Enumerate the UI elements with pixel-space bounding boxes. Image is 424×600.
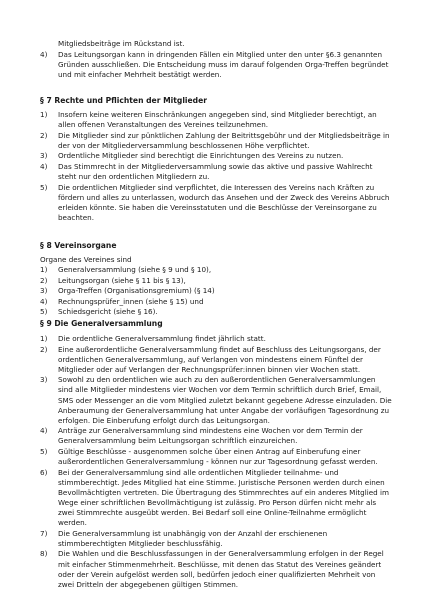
- item-text: Bei der Generalversammlung sind alle ordentlichen Mitglieder teilnahme- und stimmberechtigt. Jedes Mitglied hat eine Stimme. Juristische Personen werden durch einen Bevollmächtigten vertreten. Die Übertragung des Stimmrechtes auf ein anderes Mitglied im Wege einer schriftlichen Bevollmächtigung ist zulässig. Pro Person dürfen nicht mehr als zwei Stimmrechte ausgeübt werden. Bei Bedarf soll eine Online-Teilnahme ermöglicht werden.: [58, 467, 389, 528]
- item-number: 3): [40, 375, 48, 385]
- item-text: Schiedsgericht (siehe § 16).: [58, 307, 158, 317]
- section-7-list: [40, 110, 392, 224]
- item-number: 4): [40, 296, 48, 306]
- list-item: [40, 265, 392, 275]
- item-text: Insofern keine weiteren Einschränkungen angegeben sind, sind Mitglieder berechtigt, an allen offenen Veranstaltungen des Vereines teilzunehmen.: [58, 110, 377, 130]
- list-item: [40, 345, 392, 375]
- item-number: 5): [40, 447, 48, 457]
- section-9-list: [40, 334, 392, 590]
- item-number: 5): [40, 307, 48, 317]
- item-number: 1): [40, 265, 48, 274]
- list-item: [40, 297, 392, 307]
- section-8-list: [40, 265, 392, 318]
- item-number: 3): [40, 151, 48, 161]
- item-text: Anträge zur Generalversammlung sind mindestens eine Wochen vor dem Termin der Generalversammlung beim Leitungsorgan schriftlich einzureichen.: [58, 426, 363, 446]
- item-number: 8): [40, 549, 48, 559]
- item-text: Die ordentlichen Mitglieder sind verpflichtet, die Interessen des Vereins nach Kräften zu fördern und alles zu unterlassen, wodurch das Ansehen und der Zweck des Vereins Abbruch erleiden könnte. Sie haben die Vereinsstatuten und die Beschlüsse der Vereinsorgane zu beachten.: [58, 182, 390, 222]
- item-number: 2): [40, 130, 48, 140]
- list-item: [40, 162, 392, 182]
- item-number: 2): [40, 275, 48, 285]
- item-number: 1): [40, 334, 48, 343]
- list-item: [40, 426, 392, 446]
- item-text: Gültige Beschlüsse - ausgenommen solche über einen Antrag auf Einberufung einer außerordentlichen Generalversammlung - können nur zur Tagesordnung gefasst werden.: [58, 447, 378, 467]
- item-number: 2): [40, 344, 48, 354]
- item-text: Ordentliche Mitglieder sind berechtigt die Einrichtungen des Vereins zu nutzen.: [58, 151, 344, 161]
- list-item: [40, 334, 392, 344]
- item-text: Die Generalversammlung ist unabhängig von der Anzahl der erschienenen stimmberechtigten Mitglieder beschlussfähig.: [58, 528, 328, 548]
- item-number: 4): [40, 49, 48, 59]
- section-7-heading: § 7 Rechte und Pflichten der Mitglieder: [40, 96, 208, 105]
- item-number: 4): [40, 426, 48, 436]
- section-8-intro: Organe des Vereines sind: [40, 255, 132, 264]
- item-number: 3): [40, 286, 48, 296]
- item-text: Die Wahlen und die Beschlussfassungen in der Generalversammlung erfolgen in der Regel mit einfacher Stimmenmehrheit. Beschlüsse, mit denen das Statut des Vereines geändert oder der Verein aufgelöst werden soll, bedürfen jedoch einer qualifizierten Mehrheit von zwei Dritteln der abgegebenen gültigen Stimmen.: [58, 549, 384, 589]
- item-number: 6): [40, 467, 48, 477]
- list-item: [40, 151, 392, 161]
- list-item: [40, 110, 392, 130]
- item-text: Rechnungsprüfer_innen (siehe § 15) und: [58, 296, 204, 306]
- item-text: Das Leitungsorgan kann in dringenden Fällen ein Mitglied unter den unter §6.3 genannten Gründen ausschließen. Die Entscheidung muss im darauf folgenden Orga-Treffen begründet und mit einfacher Mehrheit bestätigt werden.: [58, 49, 389, 79]
- item-number: 4): [40, 161, 48, 171]
- top-list: [40, 39, 392, 80]
- list-item: [40, 183, 392, 223]
- list-item: [40, 50, 392, 80]
- item-text: Eine außerordentliche Generalversammlung findet auf Beschluss des Leitungsorgans, der ordentlichen Generalversammlung, auf Verlangen von mindestens einem Fünftel der Mitglieder oder auf Verlangen der Rechnungsprüfer:innen binnen vier Wochen statt.: [58, 344, 381, 374]
- item-text: Mitgliedsbeiträge im Rückstand ist.: [58, 39, 185, 48]
- item-number: 7): [40, 528, 48, 538]
- list-item: [40, 39, 392, 49]
- item-number: 1): [40, 110, 48, 119]
- list-item: [40, 529, 392, 549]
- item-text: Die Mitglieder sind zur pünktlichen Zahlung der Beitrittsgebühr und der Mitgliedsbeiträge in der von der Mitgliederversammlung beschlossenen Höhe verpflichtet.: [58, 130, 390, 150]
- list-item: [40, 375, 392, 425]
- section-8-heading: § 8 Vereinsorgane: [40, 241, 117, 250]
- list-item: [40, 447, 392, 467]
- list-item: [40, 307, 392, 317]
- item-number: 5): [40, 182, 48, 192]
- list-item: [40, 131, 392, 151]
- list-item: [40, 276, 392, 286]
- list-item: [40, 468, 392, 529]
- list-item: [40, 286, 392, 296]
- section-9-heading: § 9 Die Generalversammlung: [40, 319, 163, 328]
- item-text: Leitungsorgan (siehe § 11 bis § 13),: [58, 275, 186, 285]
- item-text: Die ordentliche Generalversammlung findet jährlich statt.: [58, 334, 266, 343]
- item-text: Sowohl zu den ordentlichen wie auch zu den außerordentlichen Generalversammlungen sind alle Mitglieder mindestens vier Wochen vor dem Termin schriftlich durch Brief, Email, SMS oder Messenger an die vom Mitglied zuletzt bekannt gegebene Adresse einzuladen. Die Anberaumung der Generalversammlung hat unter Angabe der vorläufigen Tagesordnung zu erfolgen. Die Einberufung erfolgt durch das Leitungsorgan.: [58, 375, 392, 425]
- item-text: Generalversammlung (siehe § 9 und § 10),: [58, 265, 212, 274]
- item-text: Orga-Treffen (Organisationsgremium) (§ 14): [58, 286, 215, 296]
- item-text: Das Stimmrecht in der Mitgliederversammlung sowie das aktive und passive Wahlrecht steht nur den ordentlichen Mitgliedern zu.: [58, 161, 373, 182]
- list-item: [40, 549, 392, 589]
